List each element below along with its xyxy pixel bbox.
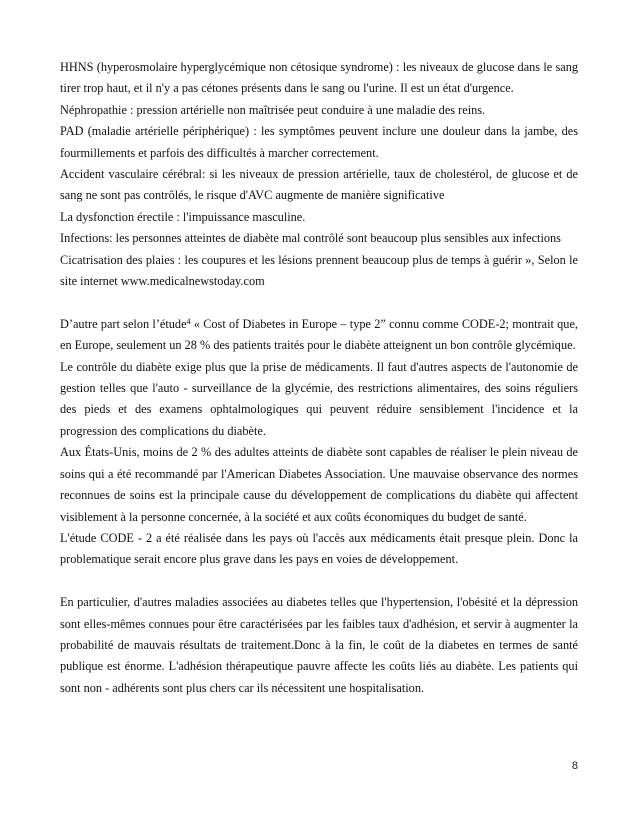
- paragraph-infections: Infections: les personnes atteintes de diabète mal contrôlé sont beaucoup plus sensibles aux infections: [60, 231, 561, 246]
- paragraph-gap: [60, 292, 578, 313]
- paragraph-nephropathie: Néphropathie : pression artérielle non maîtrisée peut conduire à une maladie des reins.: [60, 102, 486, 117]
- paragraph-controle: Le contrôle du diabète exige plus que la prise de médicaments. Il faut d'autres aspects de l'autonomie de gestion telles que l'auto - surveillance de la glycémie, des restrictions alimentaires, des soins réguliers des pieds et des examens ophtalmologiques qui peuvent réduire sensiblement l'incidence et la progression des complications du diabète.: [60, 359, 578, 438]
- paragraph-dysfonction: La dysfonction érectile : l'impuissance masculine.: [60, 209, 306, 224]
- study-text-after: « Cost of Diabetes in Europe – type 2” connu comme CODE-2; montrait que, en Europe, seulement un 28 % des patients traités pour le diabète atteignent un bon contrôle glycémique.: [60, 316, 578, 353]
- paragraph-cicatrisation: Cicatrisation des plaies : les coupures et les lésions prennent beaucoup plus de temps à guérir », Selon le site internet www.medicalnewstoday.com: [60, 252, 578, 289]
- page-body: [60, 57, 578, 699]
- paragraph-gap: [60, 571, 578, 592]
- page-number: 8: [571, 760, 578, 772]
- paragraph-code2-study: [60, 314, 578, 357]
- study-text-before: D’autre part selon l’étude: [60, 316, 187, 331]
- paragraph-hhns: HHNS (hyperosmolaire hyperglycémique non cétosique syndrome) : les niveaux de glucose dans le sang tirer trop haut, et il n'y a pas cétones présents dans le sang ou l'urine. Il est un état d'urgence.: [60, 60, 578, 96]
- paragraph-pad: PAD (maladie artérielle périphérique) : les symptômes peuvent inclure une douleur dans la jambe, des fourmillements et parfois des difficultés à marcher correctement.: [60, 124, 578, 160]
- paragraph-code2-pays: L'étude CODE - 2 a été réalisée dans les pays où l'accès aux médicaments était presque plein. Donc la problematique serait encore plus grave dans les pays en voies de développement.: [60, 530, 578, 567]
- paragraph-avc: Accident vasculaire cérébral: si les niveaux de pression artérielle, taux de cholestérol, de glucose et de sang ne sont pas contrôlés, le risque d'AVC augmente de manière significative: [60, 167, 578, 203]
- paragraph-maladies-associees: En particulier, d'autres maladies associées au diabetes telles que l'hypertension, l'obésité et la dépression sont elles-mêmes connues pour être caractérisées par les faibles taux d'adhésion, et servir à augmenter la probabilité de mauvais résultats de traitement.Donc à la fin, le coût de la diabetes en termes de santé publique est énorme. L'adhésion thérapeutique pauvre affecte les coûts liés au diabète. Les patients qui sont non - adhérents sont plus chers car ils nécessitent une hospitalisation.: [60, 595, 578, 695]
- paragraph-etats-unis: Aux États-Unis, moins de 2 % des adultes atteints de diabète sont capables de réaliser le plein niveau de soins qui a été recommandé par l'American Diabetes Association. Une mauvaise observance des normes reconnues de soins est la principale cause du développement de complications du diabète qui affectent visiblement à la personne concernée, à la société et aux coûts économiques du budget de santé.: [60, 445, 578, 524]
- footnote-reference[interactable]: 4: [186, 316, 191, 326]
